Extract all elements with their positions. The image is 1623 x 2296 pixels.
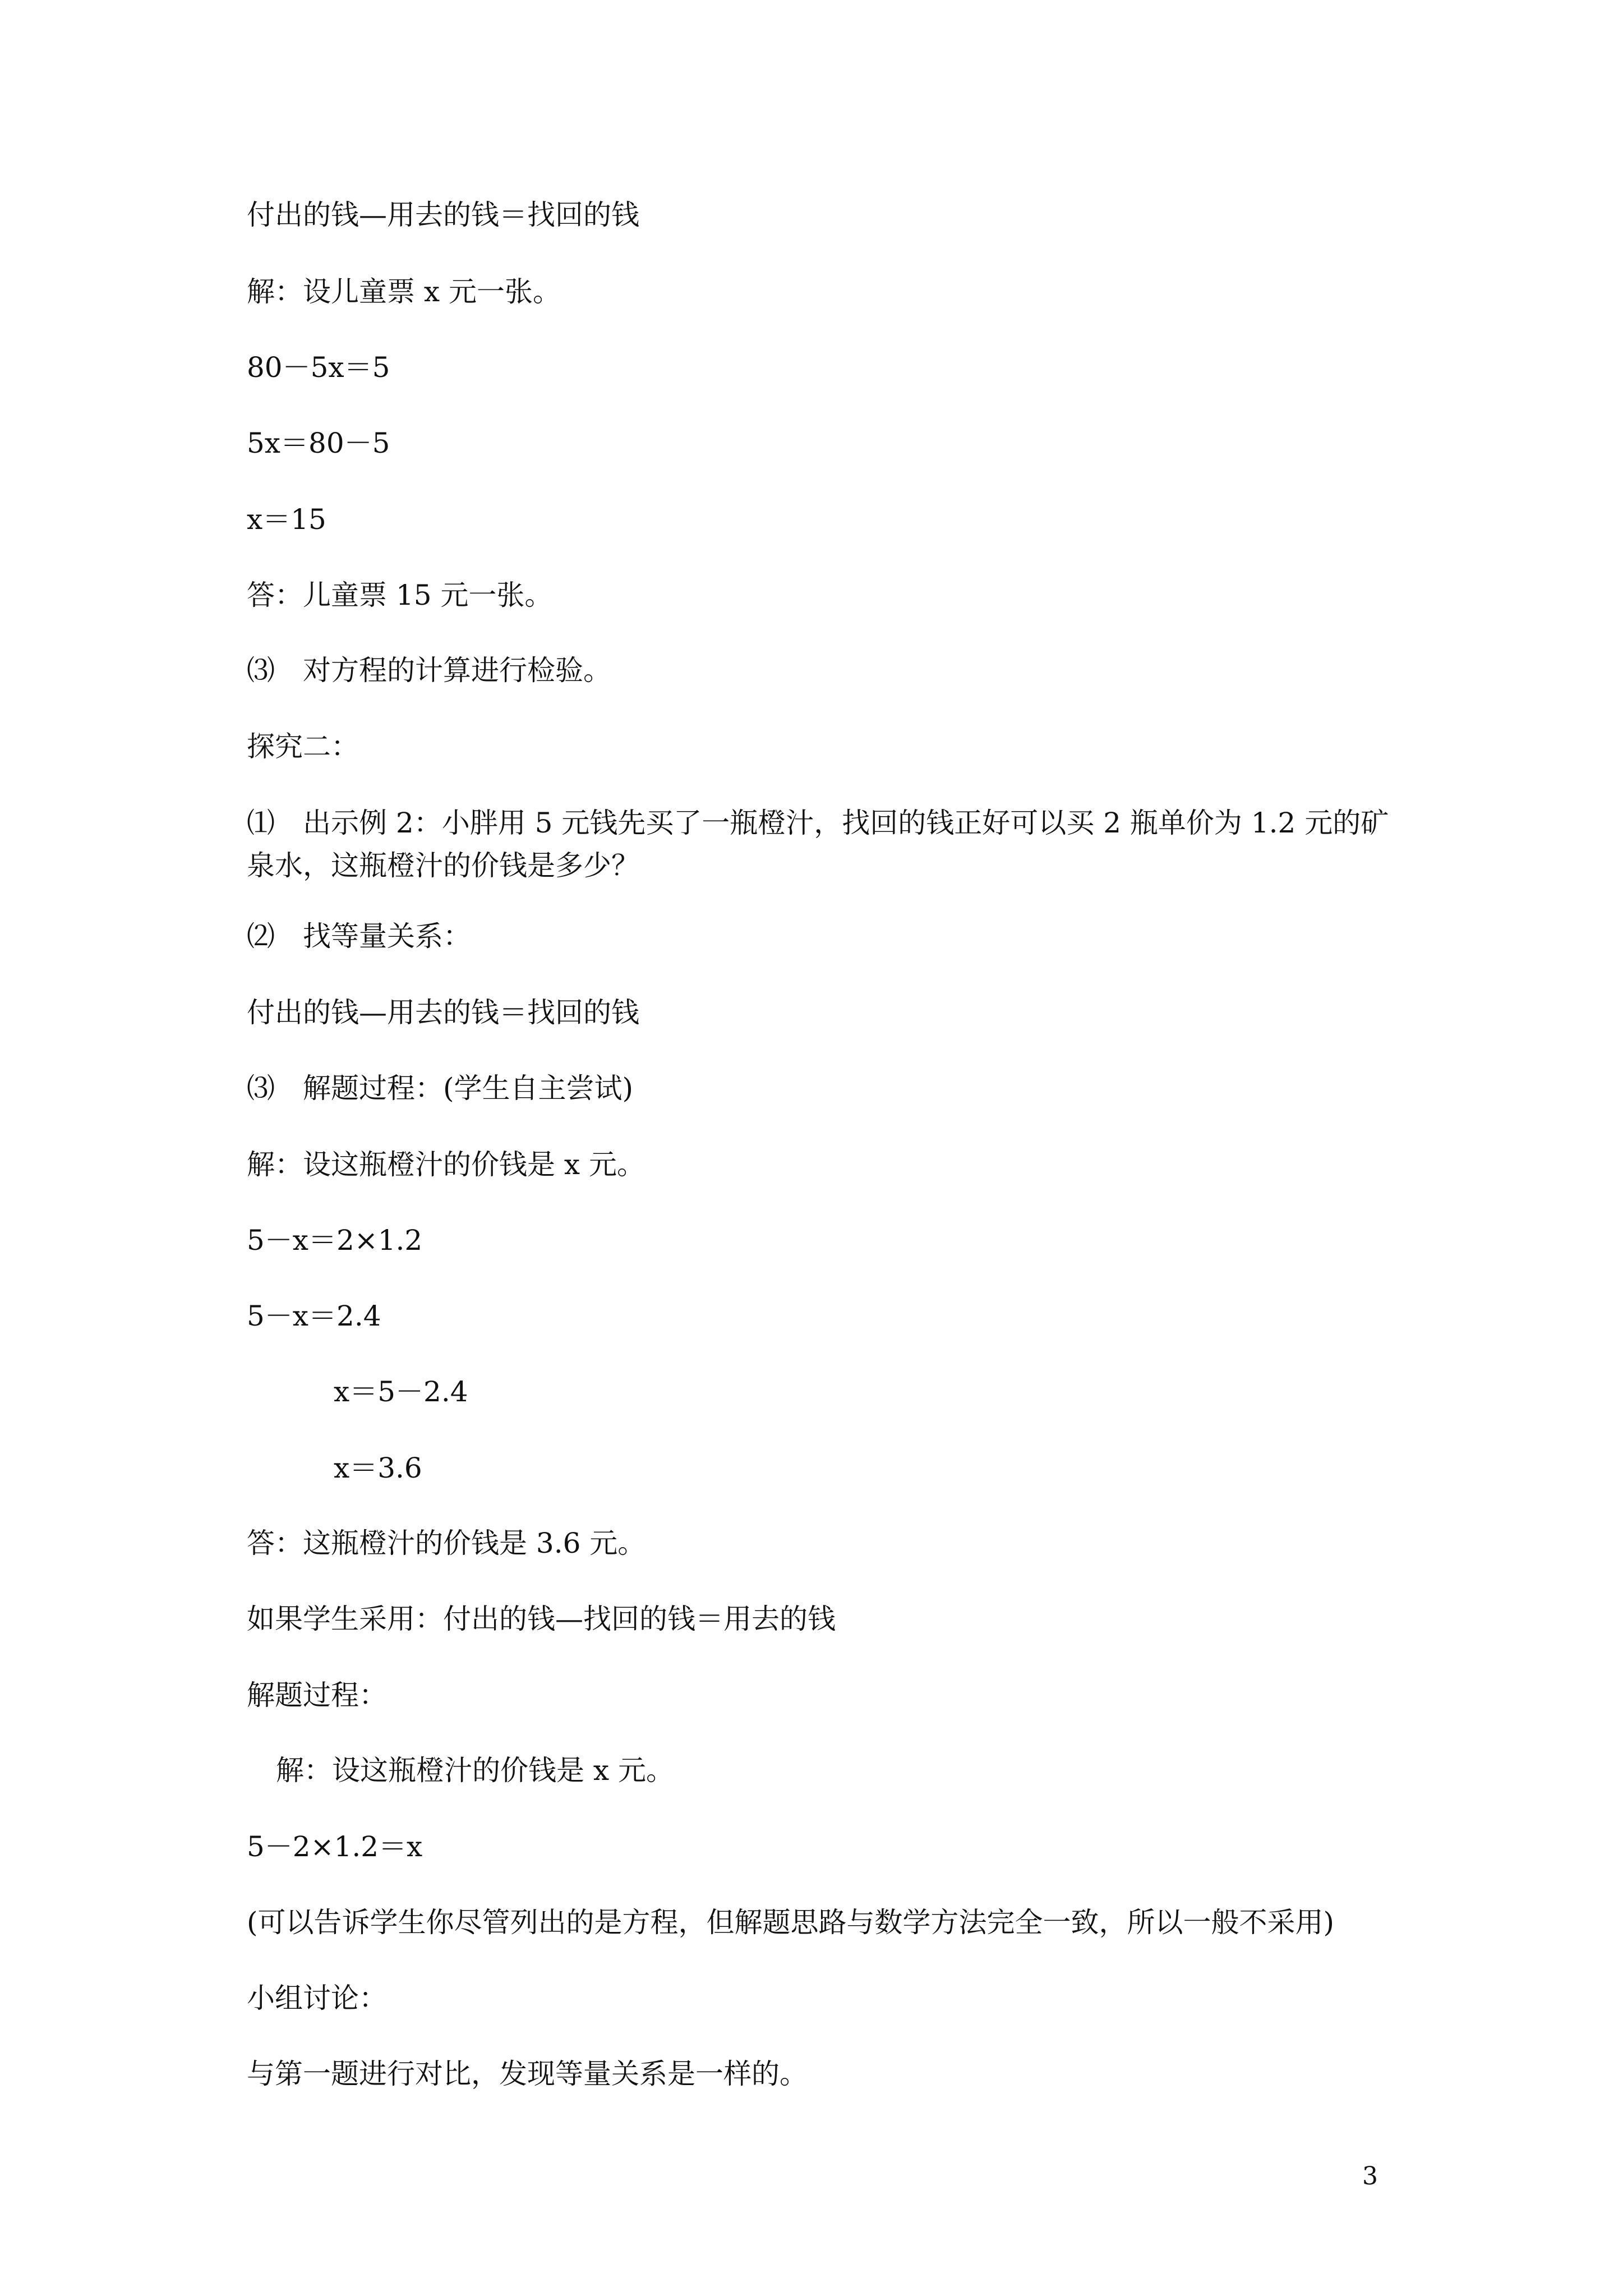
text-line: 探究二： xyxy=(247,730,359,763)
text-line: 与第一题进行对比，发现等量关系是一样的。 xyxy=(247,2058,808,2090)
text-line: (可以告诉学生你尽管列出的是方程，但解题思路与数学方法完全一致，所以一般不采用) xyxy=(247,1906,1335,1939)
text-line: x＝15 xyxy=(247,503,326,536)
text-line: 80－5x＝5 xyxy=(247,351,390,384)
text-line: 解：设这瓶橙汁的价钱是 x 元。 xyxy=(247,1148,645,1181)
text-line: 小组讨论： xyxy=(247,1982,387,2014)
text-line: 5－x＝2.4 xyxy=(247,1300,381,1332)
text-line: 解：设这瓶橙汁的价钱是 x 元。 xyxy=(276,1754,674,1787)
text-line: 解：设儿童票 x 元一张。 xyxy=(247,275,561,308)
text-line: ⑴ 出示例 2：小胖用 5 元钱先买了一瓶橙汁，找回的钱正好可以买 2 瓶单价为 1.2 元的矿 xyxy=(247,807,1389,839)
text-line: 解题过程： xyxy=(247,1679,387,1711)
text-line: ⑶ 对方程的计算进行检验。 xyxy=(247,654,611,687)
page-number: 3 xyxy=(1362,2162,1378,2191)
text-line: 泉水，这瓶橙汁的价钱是多少？ xyxy=(247,849,639,882)
text-line: 答：儿童票 15 元一张。 xyxy=(247,579,553,611)
text-line: 5－x＝2×1.2 xyxy=(247,1224,423,1257)
text-line: ⑵ 找等量关系： xyxy=(247,920,471,953)
text-line: 付出的钱—用去的钱＝找回的钱 xyxy=(247,996,639,1029)
text-line: 如果学生采用：付出的钱—找回的钱＝用去的钱 xyxy=(247,1603,836,1635)
text-line: x＝3.6 xyxy=(334,1452,422,1484)
text-line: 付出的钱—用去的钱＝找回的钱 xyxy=(247,199,639,231)
text-line: x＝5－2.4 xyxy=(334,1375,468,1408)
text-line: 5x＝80－5 xyxy=(247,427,390,459)
text-line: 5－2×1.2＝x xyxy=(247,1830,423,1863)
text-line: 答：这瓶橙汁的价钱是 3.6 元。 xyxy=(247,1527,646,1559)
text-line: ⑶ 解题过程：(学生自主尝试) xyxy=(247,1072,634,1105)
